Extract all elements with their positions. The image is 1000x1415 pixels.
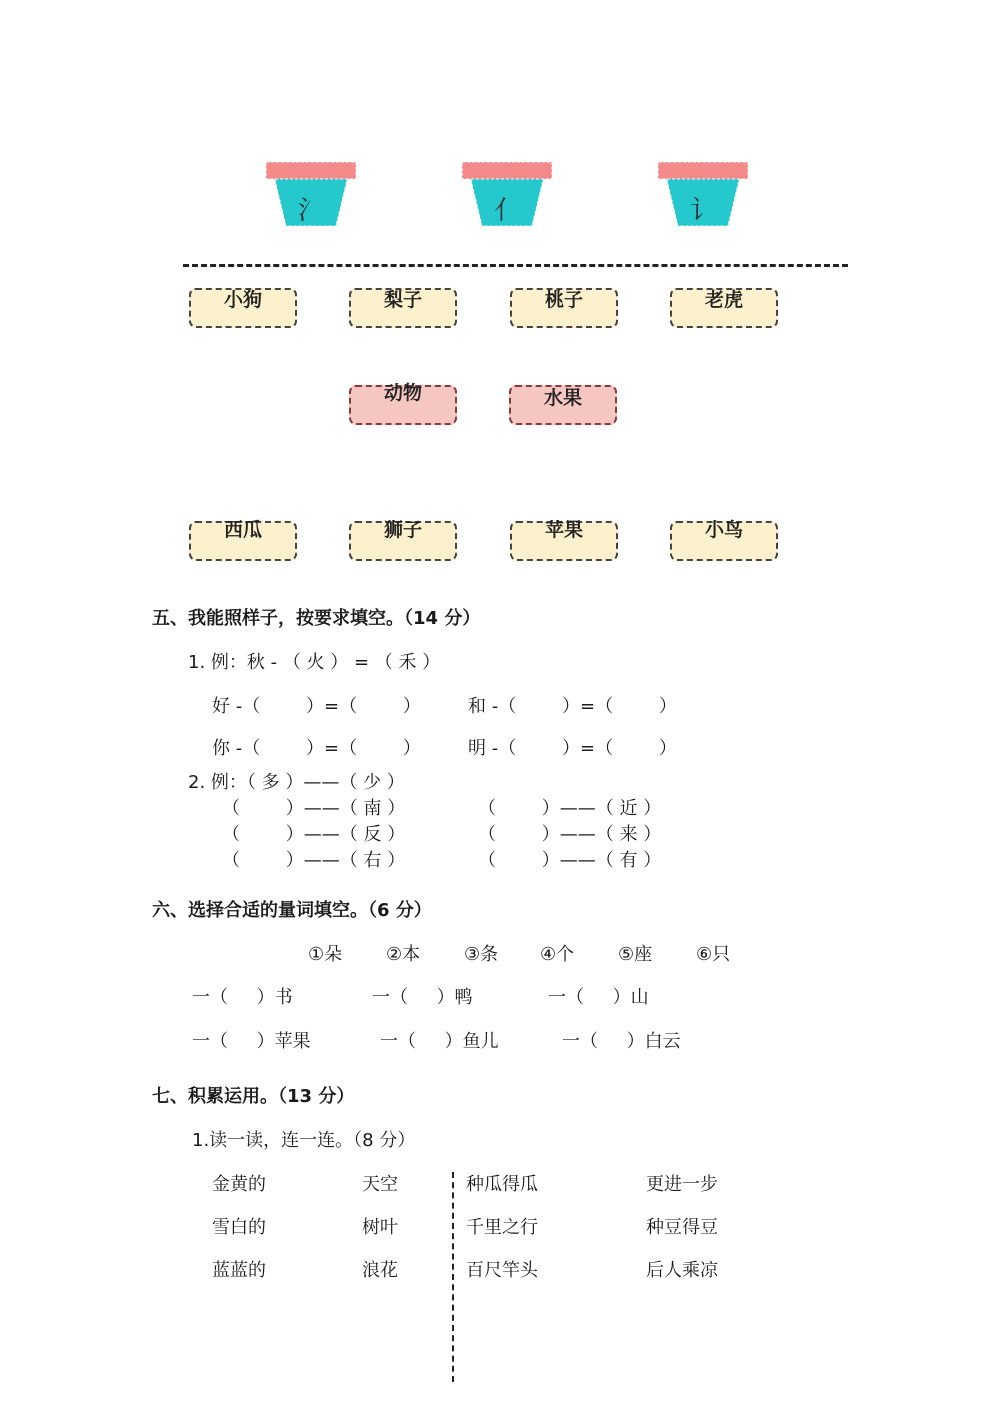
match-right-a-1[interactable]: 种瓜得瓜 bbox=[466, 1174, 538, 1195]
s5-q2-row-3-right[interactable]: （ ）——（ 有 ） bbox=[478, 850, 662, 871]
s5-q2-row-1-right[interactable]: （ ）——（ 近 ） bbox=[478, 798, 662, 819]
match-left-a-3[interactable]: 蓝蓝的 bbox=[212, 1260, 266, 1281]
measure-word-option-5: ⑤座 bbox=[618, 944, 653, 965]
match-left-b-1[interactable]: 天空 bbox=[362, 1174, 398, 1195]
section-5-title: 五、我能照样子，按要求填空。（14 分） bbox=[152, 608, 481, 629]
s6-blank-fish[interactable]: 一（ ）鱼儿 bbox=[380, 1031, 499, 1052]
pot-rim bbox=[658, 162, 748, 179]
word-card-pingguo[interactable]: 苹果 bbox=[510, 521, 618, 561]
s6-blank-cloud[interactable]: 一（ ）白云 bbox=[562, 1031, 681, 1052]
s6-blank-book[interactable]: 一（ ）书 bbox=[192, 987, 293, 1008]
s5-q1-row-1-right[interactable]: 和 -（ ）=（ ） bbox=[468, 696, 677, 717]
measure-word-option-3: ③条 bbox=[464, 944, 499, 965]
match-right-b-2[interactable]: 种豆得豆 bbox=[646, 1217, 718, 1238]
match-left-b-3[interactable]: 浪花 bbox=[362, 1260, 398, 1281]
flower-pot-2[interactable] bbox=[462, 162, 552, 228]
word-card-laohu[interactable]: 老虎 bbox=[670, 288, 778, 328]
flower-pot-3[interactable] bbox=[658, 162, 748, 228]
section-6-title: 六、选择合适的量词填空。（6 分） bbox=[152, 900, 432, 921]
word-card-taozi[interactable]: 桃子 bbox=[510, 288, 618, 328]
measure-word-option-2: ②本 bbox=[386, 944, 421, 965]
match-right-b-3[interactable]: 后人乘凉 bbox=[646, 1260, 718, 1281]
s5-q2-example: 2. 例：（ 多 ）——（ 少 ） bbox=[188, 772, 405, 793]
word-card-lizi[interactable]: 梨子 bbox=[349, 288, 457, 328]
match-right-a-3[interactable]: 百尺竿头 bbox=[466, 1260, 538, 1281]
section-7-title: 七、积累运用。（13 分） bbox=[152, 1086, 355, 1107]
word-card-shizi[interactable]: 狮子 bbox=[349, 521, 457, 561]
s5-q1-row-1-left[interactable]: 好 -（ ）=（ ） bbox=[212, 696, 421, 717]
pot-radical: 讠 bbox=[689, 196, 716, 226]
match-left-b-2[interactable]: 树叶 bbox=[362, 1217, 398, 1238]
match-right-b-1[interactable]: 更进一步 bbox=[646, 1174, 718, 1195]
pot-radical: 亻 bbox=[493, 196, 520, 226]
category-card-animal[interactable]: 动物 bbox=[349, 385, 457, 425]
s5-q1-row-2-left[interactable]: 你 -（ ）=（ ） bbox=[212, 738, 421, 759]
measure-word-option-6: ⑥只 bbox=[696, 944, 731, 965]
word-card-xiaogou[interactable]: 小狗 bbox=[189, 288, 297, 328]
pot-rim bbox=[266, 162, 356, 179]
s5-q2-row-2-left[interactable]: （ ）——（ 反 ） bbox=[222, 824, 406, 845]
pot-rim bbox=[462, 162, 552, 179]
s5-q2-row-2-right[interactable]: （ ）——（ 来 ） bbox=[478, 824, 662, 845]
measure-word-option-1: ①朵 bbox=[308, 944, 343, 965]
dashed-separator bbox=[183, 264, 848, 267]
s7-q1-title: 1.读一读，连一连。（8 分） bbox=[192, 1130, 416, 1151]
measure-word-option-4: ④个 bbox=[540, 944, 575, 965]
flower-pot-1[interactable] bbox=[266, 162, 356, 228]
s5-q2-row-3-left[interactable]: （ ）——（ 右 ） bbox=[222, 850, 406, 871]
s5-q2-row-1-left[interactable]: （ ）——（ 南 ） bbox=[222, 798, 406, 819]
s5-q1-example: 1. 例：秋 - （ 火 ） = （ 禾 ） bbox=[188, 652, 441, 673]
word-card-xiaoniao[interactable]: 小鸟 bbox=[670, 521, 778, 561]
pot-radical: 氵 bbox=[297, 196, 324, 226]
s6-blank-duck[interactable]: 一（ ）鸭 bbox=[372, 987, 473, 1008]
category-card-fruit[interactable]: 水果 bbox=[509, 385, 617, 425]
word-card-xigua[interactable]: 西瓜 bbox=[189, 521, 297, 561]
s6-blank-mountain[interactable]: 一（ ）山 bbox=[548, 987, 649, 1008]
match-left-a-1[interactable]: 金黄的 bbox=[212, 1174, 266, 1195]
s5-q1-row-2-right[interactable]: 明 -（ ）=（ ） bbox=[468, 738, 677, 759]
s6-blank-apple[interactable]: 一（ ）苹果 bbox=[192, 1031, 311, 1052]
match-left-a-2[interactable]: 雪白的 bbox=[212, 1217, 266, 1238]
match-right-a-2[interactable]: 千里之行 bbox=[466, 1217, 538, 1238]
vertical-dashed-divider bbox=[452, 1172, 454, 1382]
